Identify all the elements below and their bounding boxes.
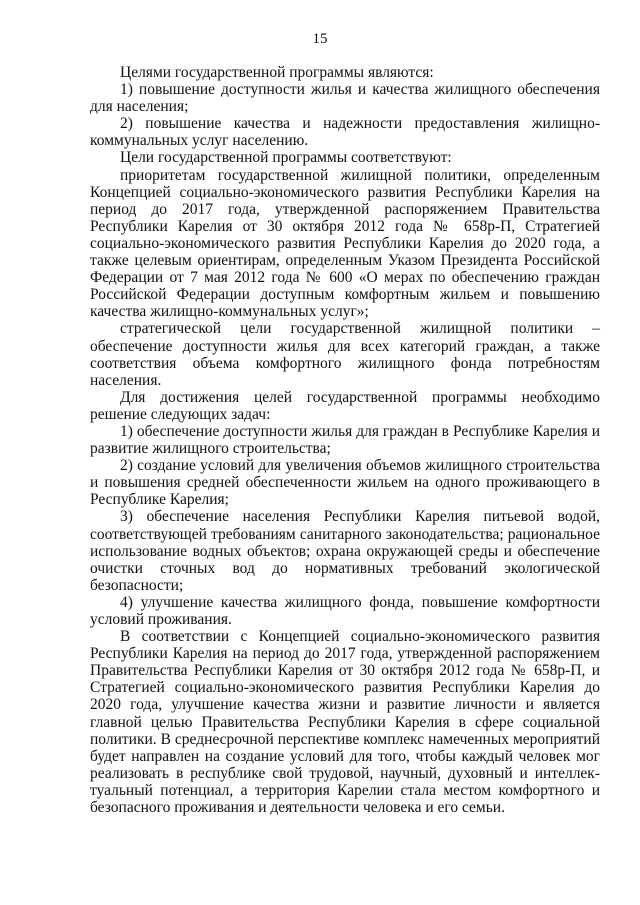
paragraph-goals-correspond: Цели государственной программы соответствуют: [120,149,452,167]
paragraph-task-4: 4) улучшение качества жилищного фонда, повышение комфортности условий проживания. [90,593,600,628]
paragraph-strategic-goal: стратегической цели государственной жилищной политики – обеспечение доступности жилья для всех категорий граждан, а также соответствия объема комфортного жилищного фонда потребностям населения. [90,320,600,389]
paragraph-tasks-intro: Для достижения целей государственной программы необходимо решение следующих задач: [90,388,600,423]
paragraph-priorities: приоритетам государственной жилищной политики, определенным Концепцией социально-экономического развития Республики Карелия на период до 2017 года, утвержденной распоряжением Правительства Республики Карелия от 30 октября 2012 года № 658р-П, Стратегией социально-экономического развития Республики Карелия до 2020 года, а также целевым ориентирам, определенным Указом Президента Российской Федерации от 7 мая 2012 года № 600 «О мерах по обеспечению граждан Российской Федерации доступным комфортным жильем и повышению качества жилищно-коммунальных услуг»; [90,166,600,321]
paragraph-concept: В соответствии с Концепцией социально-экономического развития Республики Карелия на период до 2017 года, утвержденной распоряжением Правительства Республики Карелия от 30 октября 2012 года № 658р-П, и Стратегией социально-экономического развития Республики Карелия до 2020 года, улучшение качества жизни и развитие личности и является главной целью Правительства Республики Карелия в сфере социальной политики. В среднесрочной перспективе комплекс намеченных мероприятий будет направлен на создание условий для того, чтобы каждый человек мог реализовать в республике свой трудовой, научный, духовный и интеллек-туальный потенциал, а территория Карелии стала местом комфортного и безопасного проживания и деятельности человека и его семьи. [90,628,600,817]
document-body [90,64,600,816]
paragraph-goals-intro: Целями государственной программы являются: [120,64,434,81]
paragraph-goal-1: 1) повышение доступности жилья и качества жилищного обеспечения для населения; [90,81,600,116]
paragraph-task-2: 2) создание условий для увеличения объемов жилищного строительства и повышения средней обеспеченности жильем на одного проживающего в Республике Карелия; [90,457,600,509]
paragraph-task-3: 3) обеспечение населения Республики Карелия питьевой водой, соответствующей требованиям санитарного законодательства; рациональное использование водных объектов; охрана окружающей среды и обеспечение очистки сточных вод до нормативных требований экологической безопасности; [90,508,600,594]
paragraph-goal-2: 2) повышение качества и надежности предоставления жилищно-коммунальных услуг населению. [90,115,600,150]
paragraph-task-1: 1) обеспечение доступности жилья для граждан в Республике Карелия и развитие жилищного строительства; [90,422,600,458]
page-number: 15 [312,31,328,47]
